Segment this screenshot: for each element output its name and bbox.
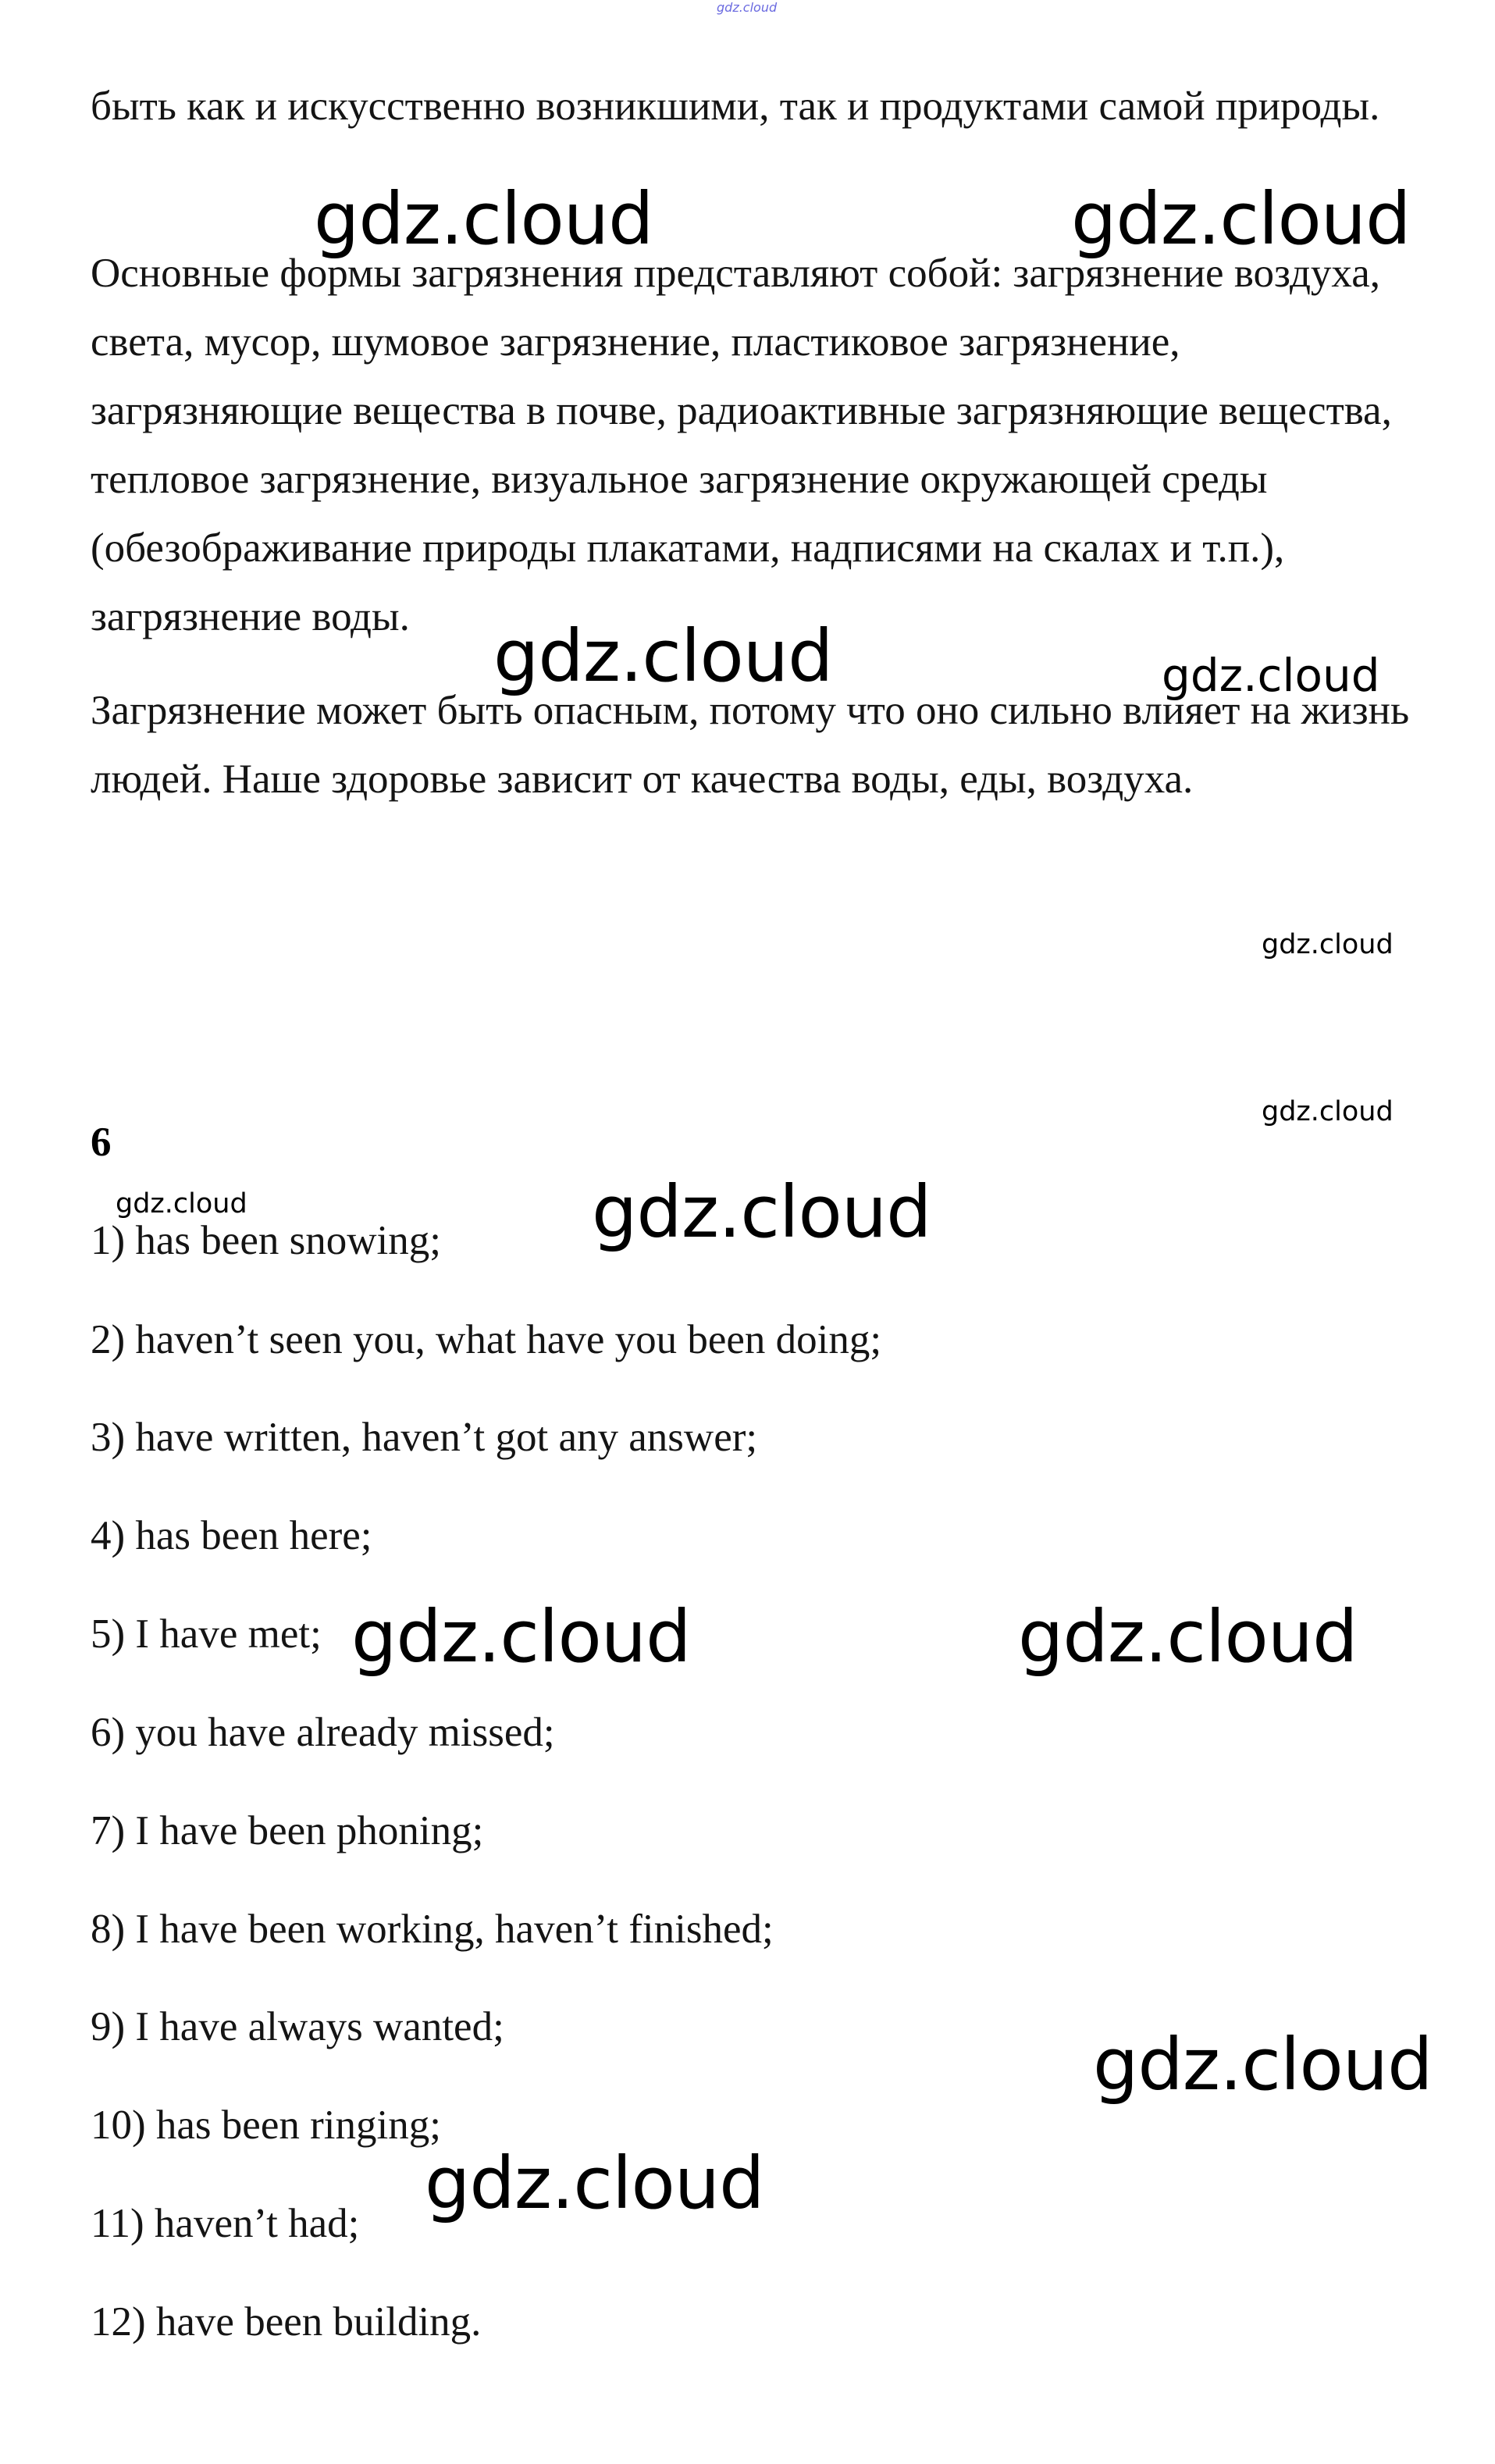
watermark-top: gdz.cloud <box>717 0 778 15</box>
watermark: gdz.cloud <box>1018 1595 1358 1679</box>
watermark: gdz.cloud <box>1262 1096 1394 1127</box>
list-item: 4) has been here; <box>91 1513 372 1558</box>
watermark: gdz.cloud <box>351 1595 691 1679</box>
list-item: 9) I have always wanted; <box>91 2004 504 2049</box>
watermark: gdz.cloud <box>592 1170 931 1254</box>
watermark: gdz.cloud <box>1093 2023 1433 2106</box>
list-item: 1) has been snowing; <box>91 1218 441 1263</box>
list-item: 3) have written, haven’t got any answer; <box>91 1415 758 1460</box>
watermark: gdz.cloud <box>425 2142 764 2225</box>
list-item: 2) haven’t seen you, what have you been doing; <box>91 1317 882 1362</box>
watermark: gdz.cloud <box>116 1188 247 1220</box>
list-item: 6) you have already missed; <box>91 1710 555 1755</box>
list-item: 5) I have met; <box>91 1611 322 1657</box>
watermark: gdz.cloud <box>314 177 653 261</box>
list-item: 7) I have been phoning; <box>91 1808 484 1853</box>
list-item: 11) haven’t had; <box>91 2201 360 2246</box>
watermark: gdz.cloud <box>1262 929 1394 960</box>
list-item: 8) I have been working, haven’t finished; <box>91 1907 774 1952</box>
section-number: 6 <box>91 1120 112 1165</box>
watermark: gdz.cloud <box>1162 649 1380 702</box>
paragraph-3: Загрязнение может быть опасным, потому что оно сильно влияет на жизнь людей. Наше здоровье зависит от качества воды, еды, воздуха. <box>91 688 1410 802</box>
list-item: 10) has been ringing; <box>91 2103 441 2148</box>
watermark: gdz.cloud <box>493 614 833 698</box>
paragraph-2: Основные формы загрязнения представляют собой: загрязнение воздуха, света, мусор, шумовое загрязнение, пластиковое загрязнение, загрязняющие вещества в почве, радиоактивные загрязняющие вещества, тепловое загрязнение, визуальное загрязнение окружающей среды (обезображивание природы плакатами, надписями на скалах и т.п.), загрязнение воды. <box>91 251 1392 639</box>
watermark: gdz.cloud <box>1071 177 1411 261</box>
paragraph-1: быть как и искусственно возникшими, так и продуктами самой природы. <box>91 84 1380 129</box>
list-item: 12) have been building. <box>91 2299 482 2345</box>
